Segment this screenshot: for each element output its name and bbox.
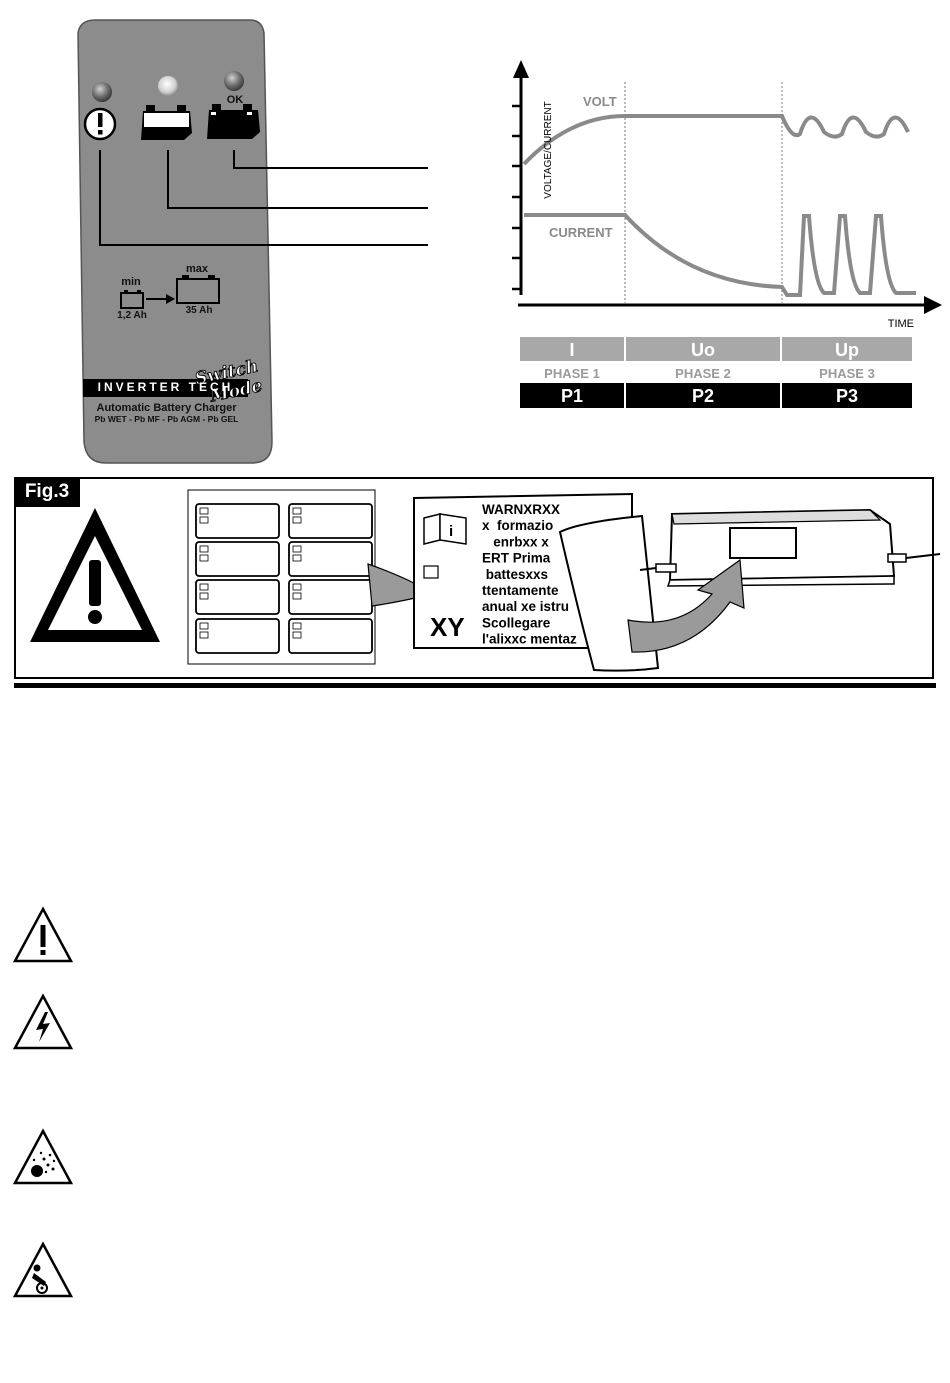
brand-band-text: INVERTER TECH: [97, 380, 234, 394]
y-axis-arrow: [513, 60, 529, 78]
volt-series-line: [524, 116, 908, 164]
mini-label: [196, 504, 279, 538]
ok-label: OK: [226, 94, 244, 106]
mini-label: [196, 619, 279, 653]
mini-label: [196, 580, 279, 614]
x-axis-arrow: [924, 296, 942, 314]
ok-led: [224, 71, 244, 91]
max-capacity: 35 Ah: [185, 305, 213, 316]
phase-short: P1: [560, 386, 584, 406]
warning-text-line: Scollegare: [482, 615, 551, 631]
min-label: min: [121, 276, 141, 288]
warning-triangle-icon: [30, 508, 160, 642]
battery-types: Pb WET - Pb MF - Pb AGM - Pb GEL: [94, 414, 239, 424]
charger-unit-drawing: [640, 510, 940, 586]
phase-short: P3: [835, 386, 859, 406]
warning-text-line: x formazio: [482, 518, 554, 534]
fig3-illustration: [0, 470, 950, 685]
phase-short: P2: [691, 386, 715, 406]
volt-series-label: VOLT: [583, 94, 617, 109]
manual-info-icon: [424, 514, 466, 544]
warning-text-line: ERT Prima: [482, 550, 551, 566]
x-axis-label: TIME: [887, 318, 914, 330]
product-name: Automatic Battery Charger: [96, 402, 237, 414]
fig3-label: Fig.3: [14, 477, 80, 507]
explosion-hazard-icon: [12, 1127, 76, 1187]
charging-curve-chart: [480, 40, 950, 420]
warning-text-line: anual xe istru: [482, 599, 570, 615]
mini-label: [289, 619, 372, 653]
xy-mark: XY: [430, 612, 465, 642]
warning-text-line: WARNXRXX: [482, 502, 561, 517]
electrical-hazard-icon: [12, 992, 76, 1052]
crush-hazard-icon: [12, 1240, 76, 1300]
phase-code: I: [569, 340, 575, 360]
warning-general-icon: [12, 905, 76, 965]
exclamation-icon: [85, 109, 115, 139]
phase-name: PHASE 2: [675, 366, 731, 381]
warning-text-line: l'alixxc mentaz: [482, 631, 577, 647]
mini-label: [196, 542, 279, 576]
y-axis-label: VOLTAGE/CURRENT: [543, 101, 554, 199]
error-led: [92, 82, 112, 102]
mini-label: [289, 504, 372, 538]
max-label: max: [185, 263, 209, 275]
svg-text:i: i: [449, 523, 454, 540]
phase-name: PHASE 3: [819, 366, 875, 381]
warning-text-line: ttentamente: [482, 583, 559, 598]
phase-code: Up: [835, 340, 859, 360]
charging-led: [158, 76, 178, 96]
mini-label: [289, 542, 372, 576]
manual-small-icon: [424, 566, 438, 578]
brand-script: Switch Mode: [193, 356, 265, 407]
phase-name: PHASE 1: [544, 366, 600, 381]
warning-text-line: enrbxx x: [482, 534, 549, 550]
phase-table: [520, 337, 912, 408]
min-capacity: 1,2 Ah: [117, 310, 147, 321]
mini-label: [289, 580, 372, 614]
current-series-label: CURRENT: [549, 225, 613, 240]
warning-text-line: battesxxs: [482, 566, 549, 582]
phase-code: Uo: [691, 340, 715, 360]
